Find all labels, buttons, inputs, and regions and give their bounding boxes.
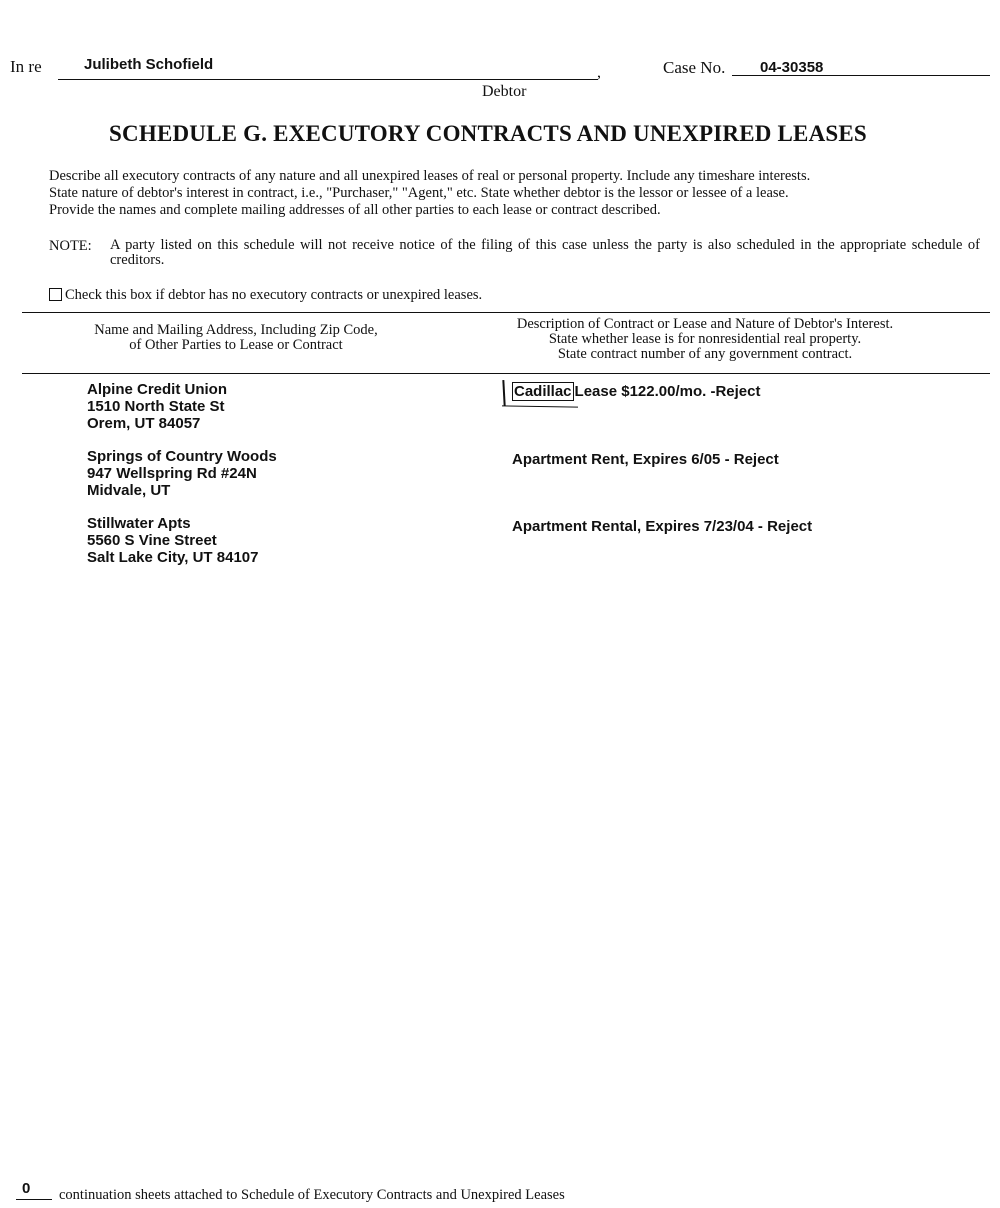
case-number-value: 04-30358 bbox=[760, 59, 824, 76]
party-name: Alpine Credit Union bbox=[87, 381, 227, 398]
debtor-caption: Debtor bbox=[482, 83, 527, 100]
party-city: Orem, UT 84057 bbox=[87, 415, 201, 432]
party-street: 1510 North State St bbox=[87, 398, 225, 415]
debtor-comma: , bbox=[597, 64, 601, 81]
party-address bbox=[87, 381, 227, 432]
column-header-line: State contract number of any government contract. bbox=[557, 346, 853, 362]
party-city: Salt Lake City, UT 84107 bbox=[87, 549, 259, 566]
note-label: NOTE: bbox=[49, 238, 92, 254]
column-header-line: of Other Parties to Lease or Contract bbox=[129, 337, 343, 353]
continuation-sheets-text: continuation sheets attached to Schedule of Executory Contracts and Unexpired Leases bbox=[59, 1187, 565, 1203]
debtor-name-underline bbox=[58, 79, 598, 80]
party-address bbox=[87, 448, 277, 499]
column-header-line: Description of Contract or Lease and Nature of Debtor's Interest. bbox=[516, 316, 894, 332]
party-address bbox=[87, 515, 258, 566]
no-contracts-checkbox[interactable] bbox=[49, 288, 62, 301]
no-contracts-checkbox-label: Check this box if debtor has no executory contracts or unexpired leases. bbox=[65, 287, 483, 303]
handwritten-bracket-mark bbox=[502, 380, 505, 406]
note-text: A party listed on this schedule will not receive notice of the filing of this case unless the party is also scheduled in the appropriate schedule of creditors. bbox=[110, 237, 980, 268]
instruction-line: Provide the names and complete mailing addresses of all other parties to each lease or contract described. bbox=[49, 202, 661, 218]
handwritten-underline-mark bbox=[502, 405, 578, 407]
instruction-line: State nature of debtor's interest in contract, i.e., "Purchaser," "Agent," etc. State whether debtor is the lessor or lessee of a lease. bbox=[49, 185, 789, 201]
party-name: Stillwater Apts bbox=[87, 515, 191, 532]
contract-description bbox=[512, 383, 760, 400]
party-street: 947 Wellspring Rd #24N bbox=[87, 465, 257, 482]
page-title: SCHEDULE G. EXECUTORY CONTRACTS AND UNEXPIRED LEASES bbox=[109, 121, 867, 146]
column-header-description bbox=[470, 317, 940, 362]
continuation-count-underline bbox=[16, 1199, 52, 1200]
handwritten-box-mark: Cadillac bbox=[514, 383, 572, 400]
table-header-rule bbox=[22, 373, 990, 374]
contract-description: Apartment Rental, Expires 7/23/04 - Reject bbox=[512, 518, 813, 535]
party-street: 5560 S Vine Street bbox=[87, 532, 217, 549]
continuation-sheet-count: 0 bbox=[22, 1180, 31, 1197]
in-re-label: In re bbox=[10, 57, 42, 76]
instruction-line: Describe all executory contracts of any nature and all unexpired leases of real or personal property. Include any timeshare interests. bbox=[49, 168, 811, 184]
party-name: Springs of Country Woods bbox=[87, 448, 277, 465]
column-header-parties bbox=[60, 323, 412, 353]
case-number-underline bbox=[732, 75, 990, 76]
contract-description: Apartment Rent, Expires 6/05 - Reject bbox=[512, 451, 779, 468]
table-top-rule bbox=[22, 312, 990, 313]
column-header-line: State whether lease is for nonresidential real property. bbox=[548, 331, 862, 347]
column-header-line: Name and Mailing Address, Including Zip Code, bbox=[94, 322, 378, 338]
party-city: Midvale, UT bbox=[87, 482, 171, 499]
debtor-name: Julibeth Schofield bbox=[84, 56, 214, 73]
instructions bbox=[49, 168, 949, 219]
case-number-label: Case No. bbox=[663, 58, 726, 77]
contract-description-text: Lease $122.00/mo. -Reject bbox=[574, 383, 761, 400]
